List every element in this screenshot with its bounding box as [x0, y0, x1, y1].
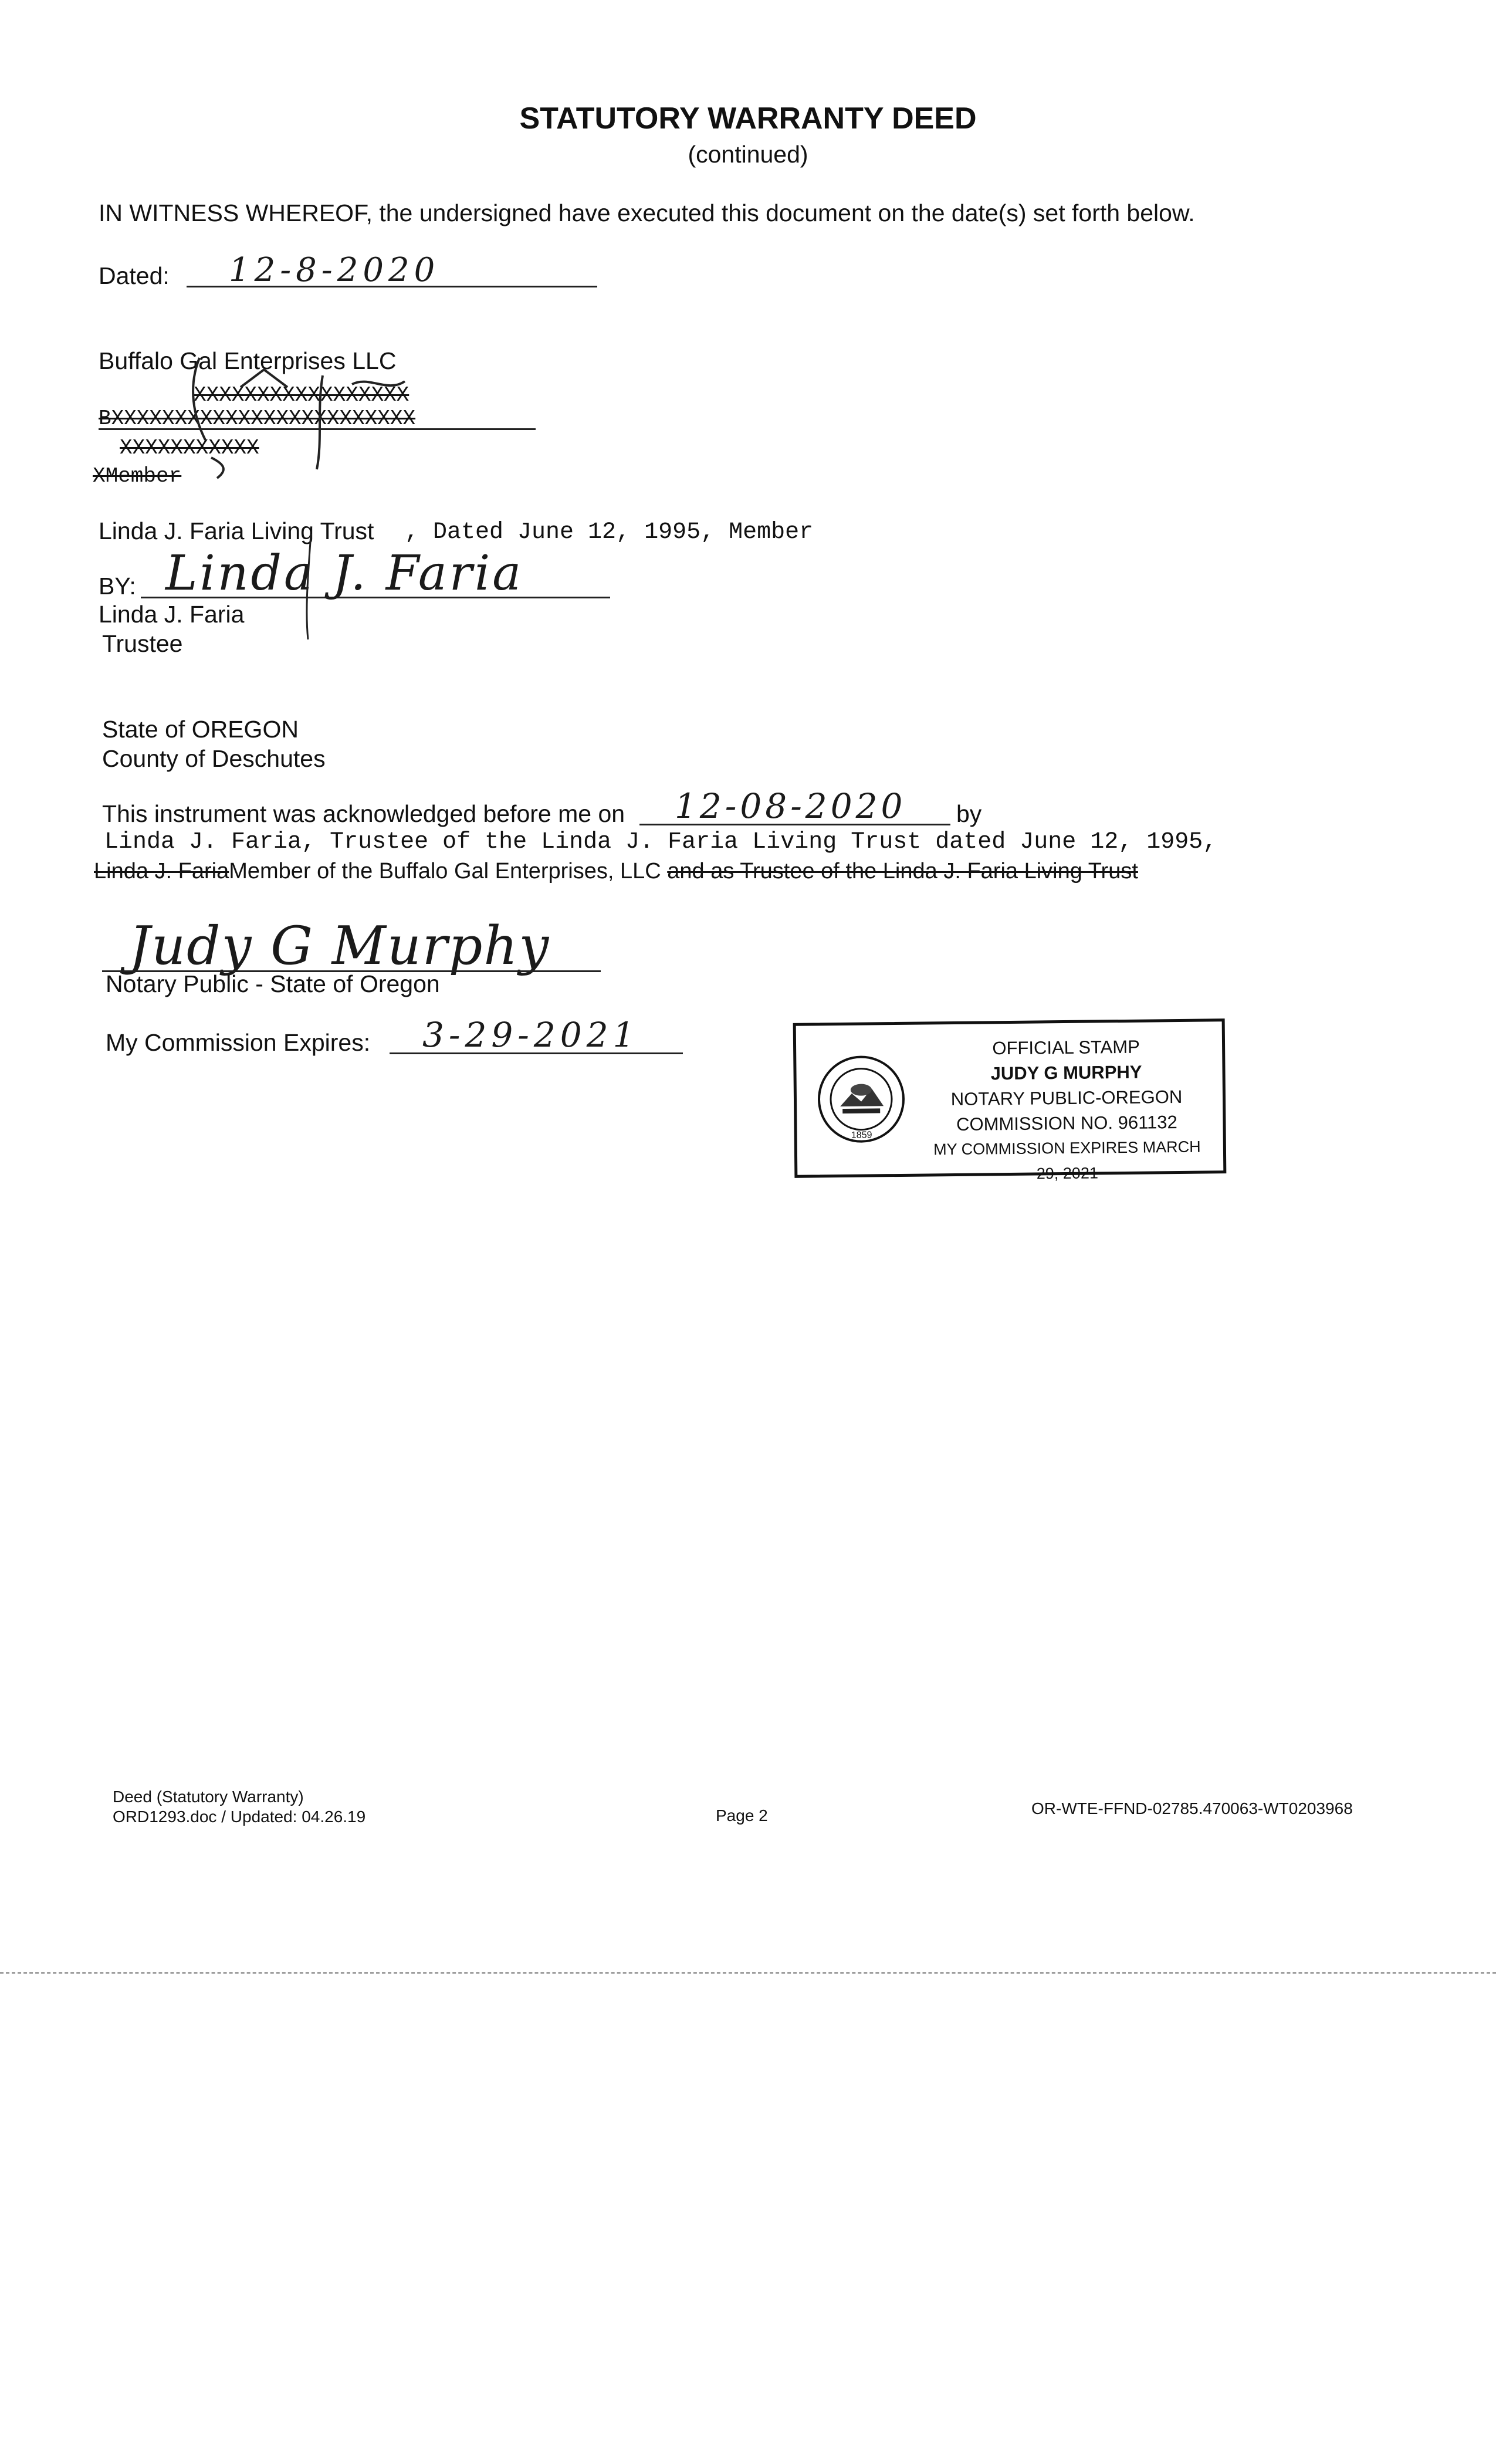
trust-line: Linda J. Faria Living Trust [99, 517, 374, 544]
trust-signature: Linda J. Faria [165, 546, 524, 601]
venue-state: State of OREGON [102, 716, 299, 743]
notary-signature: Judy G Murphy [129, 915, 550, 977]
stamp-line-4: COMMISSION NO. 961132 [956, 1112, 1177, 1135]
trust-typed-suffix: , Dated June 12, 1995, Member [405, 519, 814, 546]
stamp-line-5: MY COMMISSION EXPIRES MARCH 29, 2021 [933, 1138, 1201, 1183]
signer-title: Trustee [102, 630, 183, 657]
scan-edge-rule [0, 1972, 1496, 1974]
seal-year: 1859 [851, 1130, 872, 1140]
stamp-text-block [919, 1033, 1214, 1187]
ack-handwritten-date: 12-08-2020 [675, 786, 906, 826]
commission-handwritten: 3-29-2021 [422, 1015, 639, 1055]
footer-doc-type: Deed (Statutory Warranty) [113, 1788, 304, 1806]
stamp-line-2: JUDY G MURPHY [990, 1061, 1142, 1084]
commission-label: My Commission Expires: [106, 1029, 371, 1056]
ack-middle-text: Member of the Buffalo Gal Enterprises, LLC [229, 859, 661, 884]
by-label: BY: [99, 573, 136, 600]
signer-name: Linda J. Faria [99, 601, 245, 628]
ack-suffix: by [956, 800, 982, 827]
notary-caption: Notary Public - State of Oregon [106, 970, 440, 997]
witness-statement: IN WITNESS WHEREOF, the undersigned have executed this document on the date(s) set forth below. [99, 199, 1195, 226]
ack-struck-suffix: and as Trustee of the Linda J. Faria Living Trust [667, 859, 1138, 884]
footer-page-number: Page 2 [716, 1806, 768, 1825]
ack-prefix: This instrument was acknowledged before me on [102, 800, 625, 827]
stamp-line-1: OFFICIAL STAMP [992, 1036, 1140, 1059]
footer-doc-ref: ORD1293.doc / Updated: 04.26.19 [113, 1808, 366, 1826]
entity-struck-line-2: BXXXXXXXXXXXXXXXXXXXXXXXX [99, 407, 416, 431]
ack-typed-line: Linda J. Faria, Trustee of the Linda J. Faria Living Trust dated June 12, 1995, [104, 829, 1217, 855]
state-seal-icon [816, 1054, 906, 1145]
page-title: STATUTORY WARRANTY DEED [519, 101, 977, 136]
entity-struck-line-1: XXXXXXXXXXXXXXXXX [194, 383, 409, 407]
stamp-line-3: NOTARY PUBLIC-OREGON [950, 1086, 1183, 1110]
ack-struck-prefix: Linda J. Faria [94, 859, 229, 884]
entity-struck-line-4: XMember [93, 464, 182, 488]
official-stamp [793, 1018, 1227, 1183]
footer-file-number: OR-WTE-FFND-02785.470063-WT0203968 [1031, 1799, 1353, 1817]
page-subtitle: (continued) [688, 141, 808, 168]
signature-stroke [293, 528, 329, 645]
dated-handwritten: 12-8-2020 [229, 251, 440, 289]
entity-name: Buffalo Gal Enterprises LLC [99, 347, 397, 374]
entity-struck-line-3: XXXXXXXXXXX [120, 436, 259, 460]
ack-mixed-line [94, 857, 1138, 886]
venue-county: County of Deschutes [102, 745, 326, 772]
dated-label: Dated: [99, 262, 170, 289]
entity-scribble-marks [176, 352, 481, 481]
